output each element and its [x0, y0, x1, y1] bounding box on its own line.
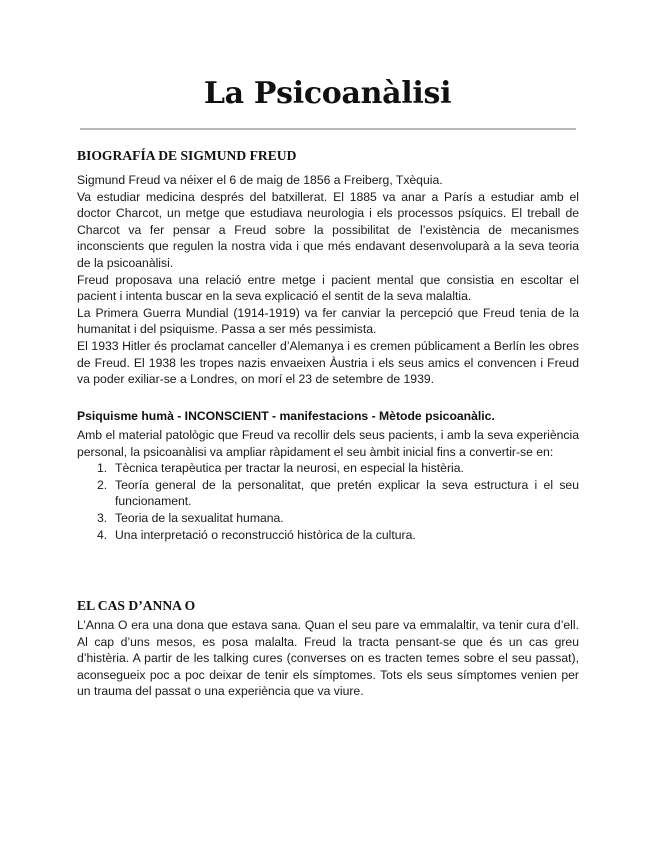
anna-o-paragraph: L’Anna O era una dona que estava sana. Quan el seu pare va emmalaltir, va tenir cura d’ell. Al cap d’uns mesos, es posa malalta. Freud la tracta pensant-se que és un cas greu d’histèria. A partir de les talking cures (converses on es tracten temes sobre el seu passat), aconsegueix poc a poc deixar de tenir els símptomes. Tots els seus símptomes venien per un trauma del passat o una experiència que va viure.	[77, 618, 579, 699]
list-item-text: Una interpretació o reconstrucció històrica de la cultura.	[115, 527, 416, 542]
psychoanalysis-list	[77, 460, 579, 543]
document-title: La Psicoanàlisi	[203, 76, 452, 111]
list-item-number: 1.	[97, 461, 108, 476]
list-item	[77, 460, 579, 477]
list-item	[77, 527, 579, 544]
biography-text	[77, 172, 579, 388]
biography-paragraph: El 1933 Hitler és proclamat canceller d’Alemanya i es cremen públicament a Berlín les obres de Freud. El 1938 les tropes nazis envaeixen Àustria i els seus amics el convencen i Freud va poder exiliar-se a Londres, on morí el 23 de setembre de 1939.	[77, 338, 579, 387]
biography-paragraph: La Primera Guerra Mundial (1914-1919) va fer canviar la percepció que Freud tenia de la humanitat i del psiquisme. Passa a ser més pessimista.	[77, 305, 579, 337]
list-item-number: 4.	[97, 527, 108, 542]
list-item-text: Tècnica terapèutica per tractar la neurosi, en especial la histèria.	[115, 461, 464, 476]
biography-paragraph: Sigmund Freud va néixer el 6 de maig de 1856 a Freiberg, Txèquia.	[77, 173, 443, 187]
section-heading-psyche: Psiquisme humà - INCONSCIENT - manifestacions - Mètode psicoanàlic.	[77, 409, 495, 423]
list-item-text: Teoria de la sexualitat humana.	[115, 510, 284, 525]
list-item-number: 2.	[97, 477, 108, 492]
list-item-number: 3.	[97, 510, 108, 525]
list-item	[77, 477, 579, 510]
anna-o-text	[77, 617, 579, 700]
biography-paragraph: Va estudiar medicina després del batxillerat. El 1885 va anar a París a estudiar amb el doctor Charcot, un metge que estudiava neurologia i els processos psíquics. El treball de Charcot va fer pensar a Freud sobre la possibilitat de l’existència de mecanismes inconscients que regulen la nostra vida i que més endavant desenvoluparà a la seva teoria de la psicoanàlisi.	[77, 189, 579, 270]
section-heading-biography: BIOGRAFÍA DE SIGMUND FREUD	[77, 148, 297, 163]
biography-paragraph: Freud proposava una relació entre metge i pacient mental que consistia en escoltar el pacient i intenta buscar en la seva explicació el sentit de la seva malaltia.	[77, 272, 579, 304]
section-heading-anna-o: EL CAS D’ANNA O	[77, 598, 196, 613]
list-item	[77, 510, 579, 527]
psyche-text	[77, 427, 579, 543]
list-item-text: Teoría general de la personalitat, que pretén explicar la seva estructura i el seu funcionament.	[115, 477, 579, 509]
title-divider	[80, 128, 576, 130]
psyche-intro-paragraph: Amb el material patològic que Freud va recollir dels seus pacients, i amb la seva experiència personal, la psicoanàlisi va ampliar ràpidament el seu àmbit inicial fins a convertir-se en:	[77, 428, 579, 459]
